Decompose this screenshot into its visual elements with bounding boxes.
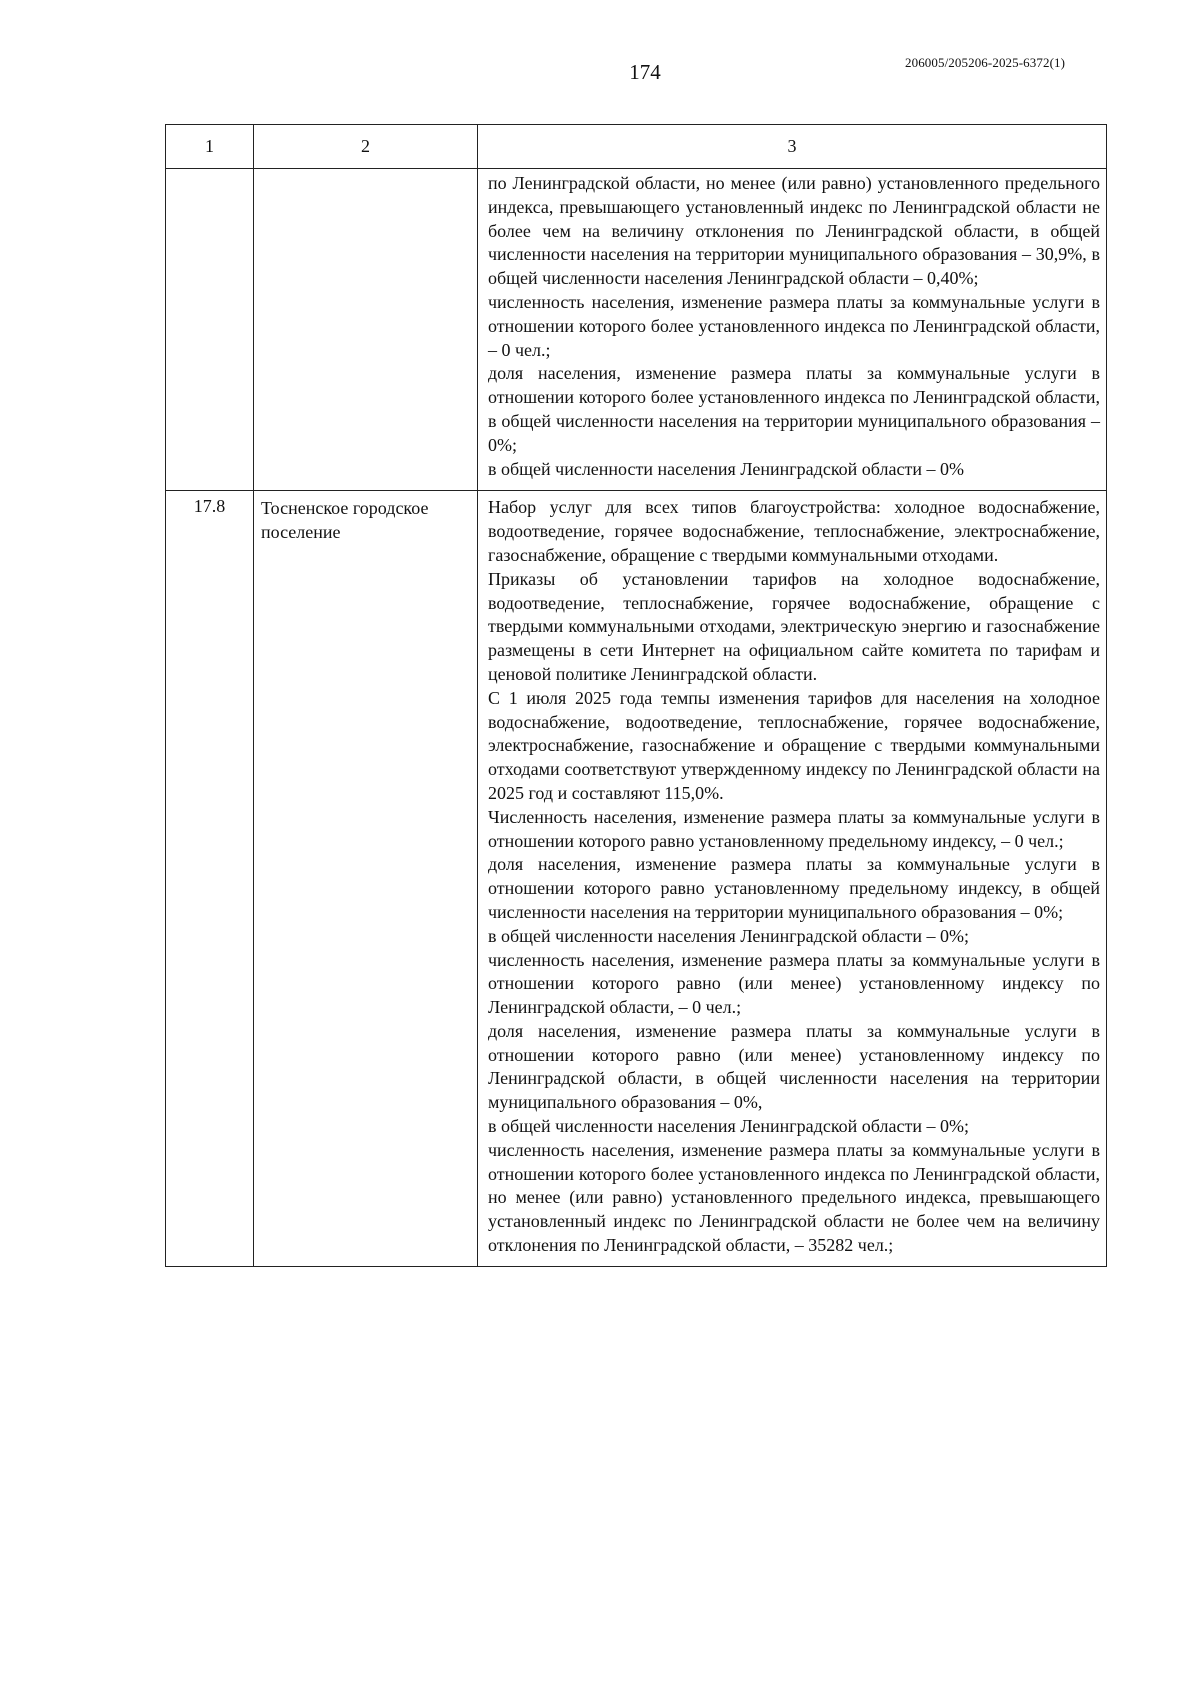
column-number-3: 3 <box>478 125 1107 169</box>
description-cell <box>478 169 1107 491</box>
column-number-row <box>166 125 1107 169</box>
paragraph: в общей численности населения Ленинградской области – 0%; <box>488 925 969 946</box>
paragraph: численность населения, изменение размера платы за коммунальные услуги в отношении которого равно (или менее) установленному индексу по Ленинградской области, – 0 чел.; <box>488 949 1100 1018</box>
document-code: 206005/205206-2025-6372(1) <box>905 55 1066 70</box>
column-number-1: 1 <box>166 125 254 169</box>
row-number-cell: 17.8 <box>166 491 254 1267</box>
paragraph: Численность населения, изменение размера платы за коммунальные услуги в отношении которого равно установленному предельному индексу, – 0 чел.; <box>488 806 1100 851</box>
paragraph: численность населения, изменение размера платы за коммунальные услуги в отношении которого более установленного индекса по Ленинградской области, но менее (или равно) установленного предельного индекса, превышающего установленный индекс по Ленинградской области не более чем на величину отклонения по Ленинградской области, – 35282 чел.; <box>488 1139 1100 1256</box>
table-row-continuation <box>166 169 1107 491</box>
page-number: 174 <box>629 60 661 84</box>
paragraph: С 1 июля 2025 года темпы изменения тарифов для населения на холодное водоснабжение, водоотведение, теплоснабжение, горячее водоснабжение, электроснабжение, газоснабжение и обращение с твердыми коммунальными отходами соответствуют утвержденному индексу по Ленинградской области на 2025 год и составляют 115,0%. <box>488 687 1100 803</box>
settlement-name-cell <box>254 169 478 491</box>
paragraph: в общей численности населения Ленинградской области – 0% <box>488 458 964 479</box>
paragraph: по Ленинградской области, но менее (или равно) установленного предельного индекса, превышающего установленный индекс по Ленинградской области не более чем на величину отклонения по Ленинградской области, в общей численности населения на территории муниципального образования – 30,9%, в общей численности населения Ленинградской области – 0,40%; <box>488 173 1100 289</box>
paragraph: доля населения, изменение размера платы за коммунальные услуги в отношении которого равно установленному предельному индексу, в общей численности населения на территории муниципального образования – 0%; <box>488 854 1100 922</box>
row-number-cell <box>166 169 254 491</box>
settlement-name-cell: Тосненское городское поселение <box>254 491 478 1267</box>
paragraph: доля населения, изменение размера платы за коммунальные услуги в отношении которого равно (или менее) установленному индексу по Ленинградской области, в общей численности населения на территории муниципального образования – 0%, <box>488 1020 1100 1113</box>
paragraph: численность населения, изменение размера платы за коммунальные услуги в отношении которого более установленного индекса по Ленинградской области, – 0 чел.; <box>488 291 1100 360</box>
table-row-17-8 <box>166 491 1107 1267</box>
tariff-table <box>165 124 1107 1267</box>
paragraph: Набор услуг для всех типов благоустройства: холодное водоснабжение, водоотведение, горячее водоснабжение, теплоснабжение, электроснабжение, газоснабжение, обращение с твердыми коммунальными отходами. <box>488 497 1100 565</box>
paragraph: в общей численности населения Ленинградской области – 0%; <box>488 1116 969 1137</box>
column-number-2: 2 <box>254 125 478 169</box>
description-cell <box>478 491 1107 1267</box>
paragraph: доля населения, изменение размера платы за коммунальные услуги в отношении которого более установленного индекса по Ленинградской области, в общей численности населения на территории муниципального образования – 0%; <box>488 363 1100 455</box>
paragraph: Приказы об установлении тарифов на холодное водоснабжение, водоотведение, теплоснабжение, горячее водоснабжение, обращение с твердыми коммунальными отходами, электрическую энергию и газоснабжение размещены в сети Интернет на официальном сайте комитета по тарифам и ценовой политике Ленинградской области. <box>488 568 1100 684</box>
